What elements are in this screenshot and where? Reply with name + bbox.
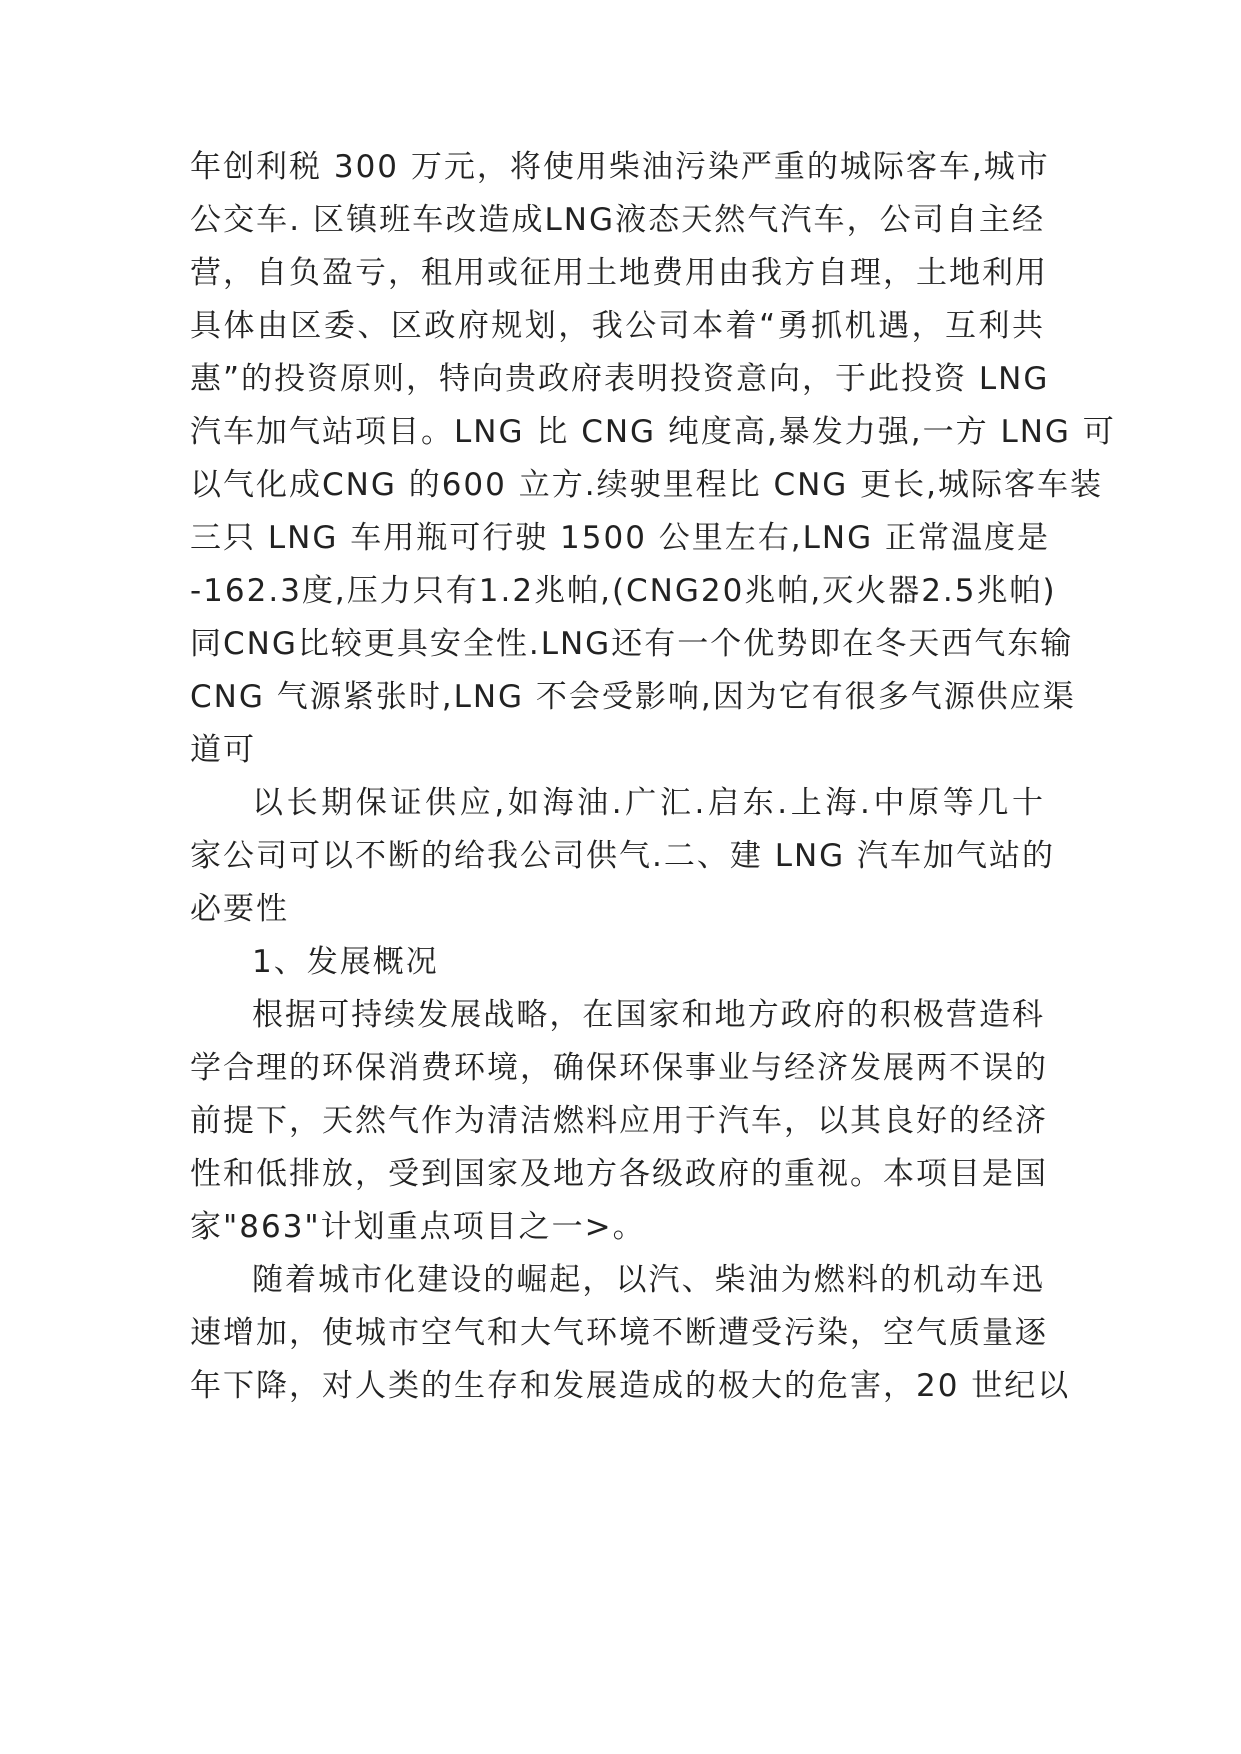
paragraph-line: 公交车. 区镇班车改造成LNG液态天然气汽车，公司自主经 [190,202,1045,238]
paragraph-line: -162.3度,压力只有1.2兆帕,(CNG20兆帕,灭火器2.5兆帕) [190,573,1057,609]
paragraph-line: 性和低排放，受到国家及地方各级政府的重视。本项目是国 [190,1156,1048,1192]
paragraph-line: 以长期保证供应,如海油.广汇.启东.上海.中原等几十 [252,785,1045,821]
section-heading: 1、发展概况 [252,944,439,980]
paragraph-line: 家公司可以不断的给我公司供气.二、建 LNG 汽车加气站的 [190,838,1056,874]
paragraph-line: 惠”的投资原则，特向贵政府表明投资意向，于此投资 LNG [190,361,1050,397]
paragraph-line: 随着城市化建设的崛起，以汽、柴油为燃料的机动车迅 [252,1262,1045,1298]
paragraph-line: 营，自负盈亏，租用或征用土地费用由我方自理，土地利用 [190,255,1048,291]
paragraph-line: 年创利税 300 万元，将使用柴油污染严重的城际客车,城市 [190,149,1050,185]
paragraph-line: 以气化成CNG 的600 立方.续驶里程比 CNG 更长,城际客车装 [190,467,1104,503]
paragraph-line: 必要性 [190,891,289,927]
paragraph-line: 年下降，对人类的生存和发展造成的极大的危害，20 世纪以 [190,1368,1071,1404]
paragraph-line: CNG 气源紧张时,LNG 不会受影响,因为它有很多气源供应渠 [190,679,1076,715]
paragraph-line: 学合理的环保消费环境，确保环保事业与经济发展两不误的 [190,1050,1048,1086]
paragraph-line: 道可 [190,732,256,768]
paragraph-line: 速增加，使城市空气和大气环境不断遭受污染，空气质量逐 [190,1315,1048,1351]
paragraph-line: 具体由区委、区政府规划，我公司本着“勇抓机遇，互利共 [190,308,1045,344]
paragraph-line: 汽车加气站项目。LNG 比 CNG 纯度高,暴发力强,一方 LNG 可 [190,414,1116,450]
paragraph-line: 同CNG比较更具安全性.LNG还有一个优势即在冬天西气东输 [190,626,1074,662]
paragraph-line: 家"863"计划重点项目之一>。 [190,1209,646,1245]
paragraph-line: 根据可持续发展战略，在国家和地方政府的积极营造科 [252,997,1045,1033]
paragraph-line: 三只 LNG 车用瓶可行驶 1500 公里左右,LNG 正常温度是 [190,520,1050,556]
paragraph-line: 前提下，天然气作为清洁燃料应用于汽车，以其良好的经济 [190,1103,1048,1139]
